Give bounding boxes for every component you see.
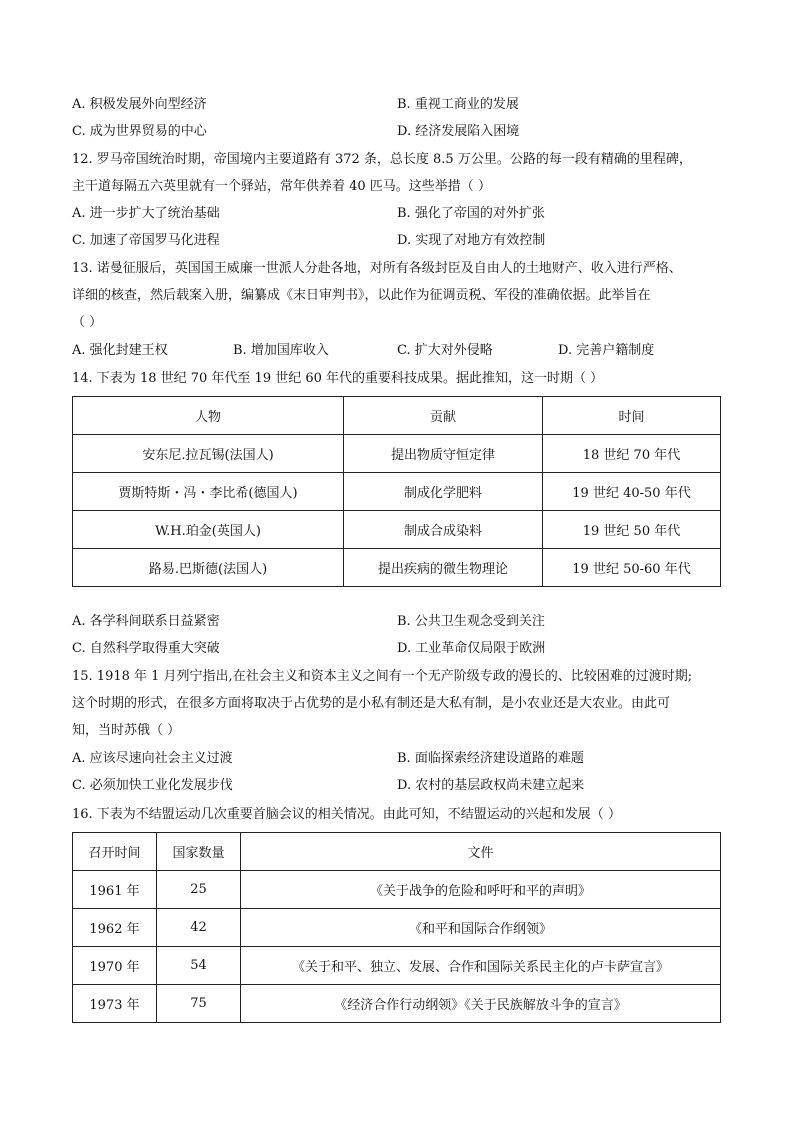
q15-option-c: C. 必须加快工业化发展步伐 [72,778,233,793]
q11-option-d: D. 经济发展陷入困境 [397,124,520,139]
q16-table [72,832,721,1023]
q15-stem-cont2: 知，当时苏俄（ ） [72,723,181,738]
q13-option-a: A. 强化封建王权 [72,343,168,358]
table-header-cell: 时间 [543,397,721,435]
q14-option-d: D. 工业革命仅局限于欧洲 [397,641,546,656]
q13-stem-cont: 详细的核查，然后载案入册，编纂成《末日审判书》，以此作为征调贡税、军役的准确依据。此举旨在 [72,288,651,303]
q12-option-c: C. 加速了帝国罗马化进程 [72,233,220,248]
q12-option-a: A. 进一步扩大了统治基础 [72,206,220,221]
q12-option-b: B. 强化了帝国的对外扩张 [397,206,545,221]
table-cell: 《经济合作行动纲领》《关于民族解放斗争的宣言》 [241,985,721,1023]
q13-stem: 13. 诺曼征服后，英国国王威廉一世派人分赴各地，对所有各级封臣及自由人的土地财产、收入进行严格、 [72,261,682,276]
q13-option-b: B. 增加国库收入 [233,343,329,358]
table-header-cell: 国家数量 [157,833,241,871]
table-header-cell: 人物 [73,397,344,435]
q15-option-a: A. 应该尽速向社会主义过渡 [72,751,233,766]
table-cell: 《和平和国际合作纲领》 [241,909,721,947]
table-cell: 贾斯特斯・冯・李比希(德国人) [73,473,344,511]
table-cell: 《关于战争的危险和呼吁和平的声明》 [241,871,721,909]
q12-stem: 12. 罗马帝国统治时期，帝国境内主要道路有 372 条，总长度 8.5 万公里。公路的每一段有精确的里程碑， [72,152,692,167]
q15-stem-cont: 这个时期的形式，在很多方面将取决于占优势的是小私有制还是大私有制，是小农业还是大农业。由此可 [72,696,671,711]
table-row [73,473,721,511]
table-cell: 19 世纪 50 年代 [543,511,721,549]
q11-option-b: B. 重视工商业的发展 [397,97,519,112]
table-cell: 提出物质守恒定律 [344,435,543,473]
table-cell: 19 世纪 50-60 年代 [543,549,721,587]
q15-option-d: D. 农村的基层政权尚未建立起来 [397,778,585,793]
q14-table [72,396,721,587]
table-cell: 1961 年 [73,871,157,909]
table-row [73,511,721,549]
table-row [73,909,721,947]
q14-option-b: B. 公共卫生观念受到关注 [397,614,545,629]
table-row [73,549,721,587]
table-row [73,947,721,985]
q14-option-a: A. 各学科间联系日益紧密 [72,614,220,629]
table-header-cell: 召开时间 [73,833,157,871]
table-cell: 25 [157,871,241,909]
q14-option-c: C. 自然科学取得重大突破 [72,641,220,656]
table-row [73,985,721,1023]
table-row [73,435,721,473]
table-cell: 《关于和平、独立、发展、合作和国际关系民主化的卢卡萨宣言》 [241,947,721,985]
q15-option-b: B. 面临探索经济建设道路的难题 [397,751,584,766]
table-cell: 75 [157,985,241,1023]
table-cell: 1970 年 [73,947,157,985]
table-cell: 制成合成染料 [344,511,543,549]
q14-stem: 14. 下表为 18 世纪 70 年代至 19 世纪 60 年代的重要科技成果。据此推知，这一时期（ ） [72,371,604,386]
table-header-cell: 文件 [241,833,721,871]
q13-option-c: C. 扩大对外侵略 [397,343,493,358]
table-cell: 1973 年 [73,985,157,1023]
table-cell: 1962 年 [73,909,157,947]
table-cell: 制成化学肥料 [344,473,543,511]
table-cell: 18 世纪 70 年代 [543,435,721,473]
table-cell: 19 世纪 40-50 年代 [543,473,721,511]
q11-option-a: A. 积极发展外向型经济 [72,97,207,112]
table-cell: W.H.珀金(英国人) [73,511,344,549]
q15-stem: 15. 1918 年 1 月列宁指出,在社会主义和资本主义之间有一个无产阶级专政的漫长的、比较困难的过渡时期; [72,669,693,684]
table-header-row [73,397,721,435]
q12-stem-cont: 主干道每隔五六英里就有一个驿站，常年供养着 40 匹马。这些举措（ ） [72,179,491,194]
table-cell: 提出疾病的微生物理论 [344,549,543,587]
q13-option-d: D. 完善户籍制度 [558,343,655,358]
table-row [73,871,721,909]
q12-option-d: D. 实现了对地方有效控制 [397,233,546,248]
q13-stem-cont2: （ ） [72,315,103,330]
table-cell: 42 [157,909,241,947]
table-cell: 路易.巴斯德(法国人) [73,549,344,587]
table-cell: 54 [157,947,241,985]
table-cell: 安东尼.拉瓦锡(法国人) [73,435,344,473]
table-header-cell: 贡献 [344,397,543,435]
table-header-row [73,833,721,871]
q11-option-c: C. 成为世界贸易的中心 [72,124,207,139]
q16-stem: 16. 下表为不结盟运动几次重要首脑会议的相关情况。由此可知，不结盟运动的兴起和发展（ ） [72,807,621,822]
